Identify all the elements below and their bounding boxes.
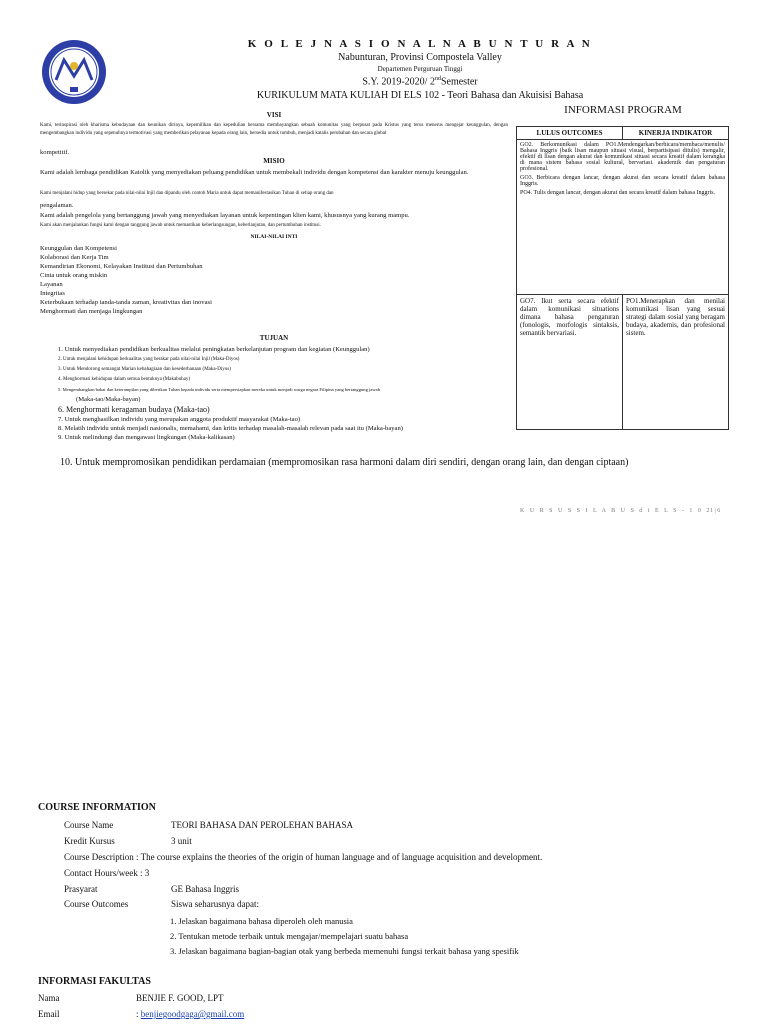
tujuan-item-10: 10. Untuk mempromosikan pendidikan perdamaian (mempromosikan rasa harmoni dalam diri sendiri, dengan orang lain, dan dengan ciptaan) (60, 457, 629, 468)
misi-p1: Kami adalah lembaga pendidikan Katolik yang menyediakan peluang pendidikan untuk membekali individu dengan kompetensi dan karakter menuju keunggulan. (40, 169, 469, 176)
school-year: S.Y. 2019-2020/ 2ndSemester (362, 76, 478, 88)
school-address: Nabunturan, Provinsi Compostela Valley (338, 52, 502, 63)
nilai-heading: NILAI-NILAI INTI (250, 234, 298, 240)
visi-heading: VISI (266, 111, 282, 119)
list-item: 2. Untuk menjalani kehidupan berkualitas yang berakar pada nilai-nilai Injil (Maka-Diyos) (58, 357, 240, 362)
table-cell: GO7. Ikut serta secara efektif dalam komunikasi situations dimana bahasa pengaturan (fonologis, morfologis sintaksis, semantik bervariasi. (517, 295, 623, 430)
list-item: 1. Jelaskan bagaimana bahasa diperoleh oleh manusia (170, 916, 353, 926)
faculty-name-value: BENJIE F. GOOD, LPT (136, 993, 224, 1003)
course-description: Course Description : The course explains the theories of the origin of human language and of language acquisition and development. (64, 852, 543, 862)
list-item: 2. Tentukan metode terbaik untuk mengajar/mempelajari suatu bahasa (170, 931, 409, 941)
list-item: 6. Menghormati keragaman budaya (Maka-tao) (58, 405, 210, 414)
misi-p2: Kami menjalani hidup yang bersekar pada nilai-nilai Injil dan dipandu oleh contoh Maria untuk dapat memanifestasikan Tuhan di setiap orang dan (40, 191, 334, 196)
list-item: Kemandirian Ekonomi, Kelayakan Institusi dan Pertumbuhan (40, 263, 203, 270)
contact-hours: Contact Hours/week : 3 (64, 868, 150, 878)
misi-p3: Kami adalah pengelola yang bertanggung jawab yang menyediakan layanan untuk kepentingan klien kami, khususnya yang kurang mampu. (40, 212, 410, 219)
list-item: Keunggulan dan Kompetensi (40, 245, 117, 252)
list-item: Layanan (40, 281, 63, 288)
faculty-heading: INFORMASI FAKULTAS (38, 976, 151, 987)
curriculum-title: KURIKULUM MATA KULIAH DI ELS 102 - Teori Bahasa dan Akuisisi Bahasa (256, 90, 584, 101)
outcomes-list (170, 914, 519, 959)
table-row: GO2. Berkomunikasi dalam PO1.Mendengarkan/berbicara/membaca/menulis/ Bahasa Inggris (baik lisan maupun situasi visual, berpartisipasi ditulis) mengalir, efektif di lisan dengan akurat dan komunikasi situasi secara kreatif dalam kerangka di mana sistem bahasa sosial kultural, bervariasi. akademik dan pengaturan profesional. GO3. Berbicara dengan lancar, dengan akurat dan secara kreatif dalam bahasa Inggris. PO4. Tulis dengan lancar, dengan akurat dan secara kreatif dalam bahasa Inggris. (517, 140, 729, 295)
list-item: 3. Untuk Mendorong semangat Marian kebahagiaan dan kesederhanaan (Maka-Diyos) (58, 367, 231, 372)
page-number: 1 | 6 (710, 508, 721, 514)
tujuan-heading: TUJUAN (259, 334, 289, 342)
list-item: 7. Untuk menghasilkan individu yang merupakan anggota produktif masyarakat (Maka-tao) (58, 416, 301, 423)
misi-p2-tail: pengalaman. (40, 202, 74, 209)
visi-tail: kompetitif. (40, 149, 70, 156)
course-info-heading: COURSE INFORMATION (38, 802, 156, 813)
nilai-list (40, 244, 508, 316)
list-item: (Maka-tao/Maka-bayan) (76, 396, 141, 403)
col-header-lulus: LULUS OUTCOMES (517, 127, 623, 140)
list-item: 4. Menghormati kehidupan dalam semua bentuknya (Makabuhay) (58, 377, 191, 382)
faculty-name-label: Nama (38, 993, 60, 1003)
list-item: 9. Untuk melindungi dan mengawasi lingkungan (Maka-kalikasan) (58, 434, 235, 441)
faculty-email-row: : benjiegoodgaga@gmail.com (136, 1009, 245, 1019)
tujuan-list (58, 345, 508, 442)
email-link[interactable]: benjiegoodgaga@gmail.com (140, 1009, 245, 1019)
program-outcomes-table (516, 126, 729, 430)
list-item: 8. Melatih individu untuk menjadi nasionalis, memahami, dan kritis terhadap masalah-masalah relevan pada saat itu (Maka-bayan) (58, 425, 403, 432)
school-seal-logo (40, 38, 108, 106)
list-item: Integritas (40, 290, 65, 297)
col-header-kinerja: KINERJA INDIKATOR (623, 127, 729, 140)
list-item: Menghormati dan menjaga lingkungan (40, 308, 143, 315)
footer-course-code: K U R S U S S I L A B U S d i E L S - 1 0 2 (520, 508, 712, 514)
list-item: 5. Mengembangkan bakat dan keterampilan yang diberikan Tuhan kepada individu serta mempersiapkan mereka untuk menjadi warga negara Filipina yang bertanggung jawab (58, 387, 381, 392)
department: Departemen Perguruan Tinggi (377, 65, 463, 73)
list-item: 1. Untuk menyediakan pendidikan berkualitas melalui peningkatan berkelanjutan program dan kegiatan (Keunggulan) (58, 346, 370, 353)
outcomes-row: Course Outcomes Siswa seharusnya dapat: (64, 899, 259, 909)
table-cell: PO1.Menerapkan dan menilai komunikasi lisan yang sesuai strategi dalam sosial yang beragam budaya, akademis, dan profesional sistem. (623, 295, 729, 430)
list-item: Kolaborasi dan Kerja Tim (40, 254, 109, 261)
visi-text: Kami, terinspirasi oleh kharisma kebudayaan dan keunikan dirinya, kepemilikan dan kepedulian bersama membayangkan sebuah komunitas yang berpusat pada Kristus yang terus menerus mengejar keunggulan, dengan mengembangkan individu yang sepenuhnya termotivasi yang memberikan pelayanan kepada orang lain, bersedia untuk tumbuh, menjadi katalis perubahan dan secara global (40, 123, 508, 136)
program-title: INFORMASI PROGRAM (564, 104, 682, 116)
list-item: Keterbukaan terhadap tanda-tanda zaman, kreativitas dan inovasi (40, 299, 212, 306)
faculty-email-label: Email (38, 1009, 60, 1019)
list-item: Cinta untuk orang miskin (40, 272, 108, 279)
course-credit-row: Kredit Kursus 3 unit (64, 836, 192, 846)
prereq-row: Prasyarat GE Bahasa Inggris (64, 884, 239, 894)
course-name-row: Course Name TEORI BAHASA DAN PEROLEHAN BAHASA (64, 820, 354, 830)
misi-p4: Kami akan menjalankan fungsi kami dengan tanggung jawab untuk memastikan keberlangsungan, keberlanjutan, dan pertumbuhan institusi. (40, 223, 321, 228)
list-item: 3. Jelaskan bagaimana bagian-bagian otak yang berbeda memenuhi fungsi terkait bahasa yang spesifik (170, 946, 519, 956)
school-name: K O L E J N A S I O N A L N A B U N T U R A N (247, 38, 593, 50)
misi-heading: MISIO (263, 157, 285, 165)
